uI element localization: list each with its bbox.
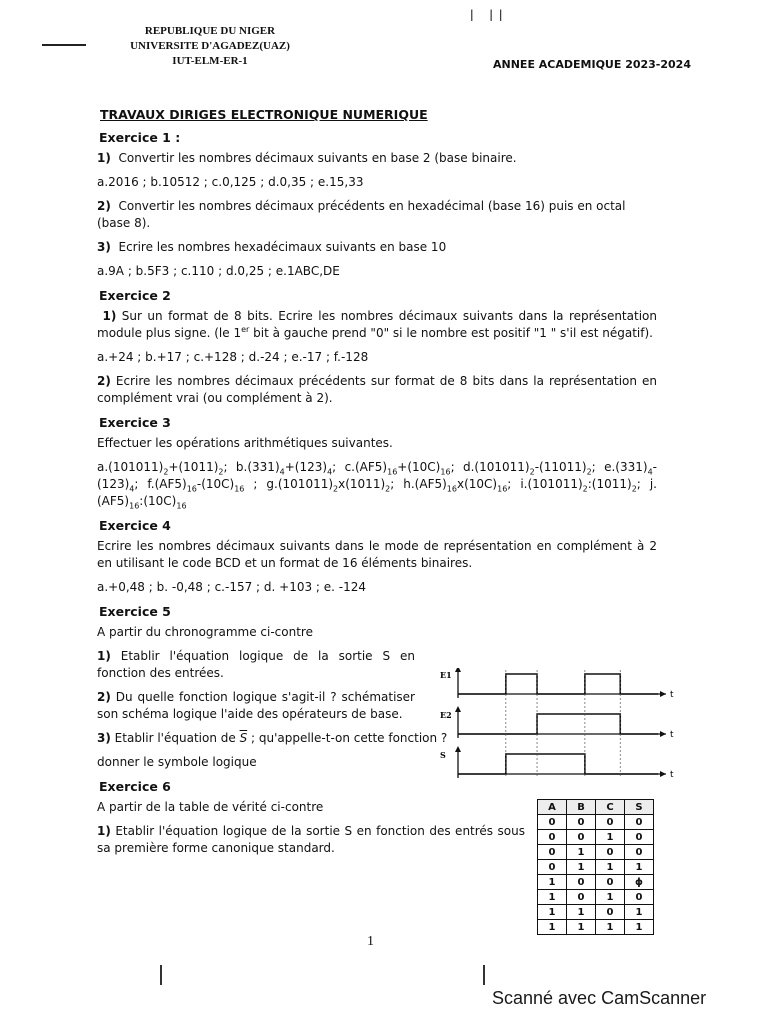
q-number: 2) (97, 199, 111, 213)
signal-label: E2 (440, 710, 452, 720)
column-header: S (625, 800, 654, 815)
base-subscript: 16 (387, 467, 398, 477)
q-text: Etablir l'équation de (114, 731, 240, 745)
table-cell: 0 (567, 890, 596, 905)
base-subscript: 16 (497, 484, 508, 494)
table-cell: 1 (567, 920, 596, 935)
y-arrow-icon (455, 668, 461, 672)
x-arrow-icon (660, 691, 666, 697)
table-cell: 0 (567, 875, 596, 890)
ex1-list-3: a.9A ; b.5F3 ; c.110 ; d.0,25 ; e.1ABC,DE (97, 264, 340, 278)
ex6-intro: A partir de la table de vérité ci-contre (97, 800, 324, 814)
university-line: UNIVERSITE D'AGADEZ(UAZ) (130, 40, 290, 52)
q-text: Ecrire les nombres décimaux précédents sur format de 8 bits dans la représentation en complément vrai (ou complément à 2). (97, 374, 657, 405)
ex3-intro: Effectuer les opérations arithmétiques suivantes. (97, 436, 393, 450)
column-header: C (596, 800, 625, 815)
camscanner-watermark: Scanné avec CamScanner (492, 988, 707, 1008)
operation-term: -(11011) (534, 460, 587, 474)
q-text: Convertir les nombres décimaux précédents en hexadécimal (base 16) puis en octal (base 8). (97, 199, 626, 230)
base-subscript: 16 (176, 501, 187, 511)
q-number: 1) (97, 151, 111, 165)
operation-term: -(10C) (196, 477, 235, 491)
operation-term: ; d.(101011) (450, 460, 530, 474)
table-cell: 0 (625, 815, 654, 830)
q-text: Ecrire les nombres hexadécimaux suivants en base 10 (118, 240, 447, 254)
base-subscript: 2 (631, 484, 637, 494)
operation-term: ; b.(331) (223, 460, 280, 474)
table-cell: 1 (625, 860, 654, 875)
table-cell: 0 (567, 815, 596, 830)
base-subscript: 2 (385, 484, 391, 494)
operation-term: ; e.(331) (591, 460, 648, 474)
ex1-question-2 (97, 198, 657, 232)
q-number: 2) (97, 374, 111, 388)
base-subscript: 2 (529, 467, 535, 477)
operation-term: ; i.(101011) (507, 477, 583, 491)
time-label: t (670, 690, 674, 700)
q-text: Etablir l'équation logique de la sortie S en fonction des entrés sous sa première forme canonique standard. (97, 824, 525, 855)
column-header: A (538, 800, 567, 815)
base-subscript: 2 (582, 484, 588, 494)
time-label: t (670, 730, 674, 740)
ex3-operations (97, 459, 657, 510)
table-header-row (538, 800, 654, 815)
table-cell: 1 (596, 890, 625, 905)
table-row (538, 905, 654, 920)
truth-table (537, 799, 654, 935)
operation-term: ; g.(101011) (244, 477, 334, 491)
q-number: 1) (97, 824, 111, 838)
y-arrow-icon (455, 746, 461, 752)
waveform (458, 714, 658, 734)
time-label: t (670, 770, 674, 780)
operation-term: x(1011) (338, 477, 386, 491)
scan-mark-left (160, 965, 162, 985)
exercise-4-heading: Exercice 4 (99, 518, 171, 533)
table-cell: 1 (538, 920, 567, 935)
table-cell: 1 (625, 920, 654, 935)
operation-term: +(10C) (397, 460, 441, 474)
operation-term: a.(101011) (97, 460, 164, 474)
table-cell: 1 (567, 845, 596, 860)
ex5-intro: A partir du chronogramme ci-contre (97, 625, 313, 639)
base-subscript: 16 (186, 484, 197, 494)
table-cell: 0 (567, 830, 596, 845)
table-cell: 1 (596, 920, 625, 935)
operation-term: x(10C) (456, 477, 498, 491)
operation-term: ; h.(AF5) (390, 477, 447, 491)
exercise-2-heading: Exercice 2 (99, 288, 171, 303)
margin-dash (42, 44, 86, 46)
y-arrow-icon (455, 706, 461, 712)
base-subscript: 4 (129, 484, 135, 494)
table-cell: 0 (538, 860, 567, 875)
operation-term: +(1011) (168, 460, 219, 474)
ex2-list-1: a.+24 ; b.+17 ; c.+128 ; d.-24 ; e.-17 ; f.-128 (97, 350, 369, 364)
exercise-1-heading: Exercice 1 : (99, 130, 181, 145)
table-cell: 0 (538, 815, 567, 830)
waveform (458, 754, 658, 774)
ex4-list: a.+0,48 ; b. -0,48 ; c.-157 ; d. +103 ; e. -124 (97, 580, 367, 594)
table-row (538, 845, 654, 860)
operation-term: :(1011) (587, 477, 632, 491)
ex1-list-1: a.2016 ; b.10512 ; c.0,125 ; d.0,35 ; e.15,33 (97, 175, 364, 189)
q-text: Etablir l'équation logique de la sortie S en fonction des entrées. (97, 649, 415, 680)
ex1-question-3 (97, 239, 657, 256)
ex5-question-3-cont: donner le symbole logique (97, 755, 257, 769)
q-text: Du quelle fonction logique s'agit-il ? schématiser son schéma logique l'aide des opérateurs de base. (97, 690, 415, 721)
operation-term: +(123) (284, 460, 328, 474)
base-subscript: 2 (333, 484, 339, 494)
table-cell: 1 (538, 890, 567, 905)
table-cell: 0 (625, 830, 654, 845)
q-number: 1) (102, 309, 117, 323)
base-subscript: 4 (279, 467, 285, 477)
q-number: 1) (97, 649, 111, 663)
table-cell: 1 (596, 860, 625, 875)
q-text-cont: bit à gauche prend "0" si le nombre est positif "1 " s'il est négatif). (249, 326, 653, 340)
scan-mark-right (483, 965, 485, 985)
s-bar-variable: $\overline{S}$ (239, 731, 248, 745)
table-cell: 1 (538, 875, 567, 890)
base-subscript: 16 (129, 501, 140, 511)
q-text: Sur un format de 8 bits. Ecrire les nombres décimaux suivants dans la représentation module plus signe. (le 1 (97, 309, 657, 340)
table-cell: 0 (625, 890, 654, 905)
base-subscript: 2 (218, 467, 224, 477)
x-arrow-icon (660, 771, 666, 777)
exercise-3-heading: Exercice 3 (99, 415, 171, 430)
operation-term: ; j.(AF5) (97, 477, 657, 508)
table-cell: 0 (625, 845, 654, 860)
table-cell: 0 (596, 845, 625, 860)
superscript: er (241, 325, 250, 334)
base-subscript: 4 (327, 467, 333, 477)
base-subscript: 4 (647, 467, 653, 477)
scan-marks: ꟾ ꟾꟾ (470, 10, 509, 24)
signal-label: E1 (440, 670, 452, 680)
table-row (538, 815, 654, 830)
ex6-question-1 (97, 823, 525, 857)
exercise-6-heading: Exercice 6 (99, 779, 171, 794)
ex5-question-1 (97, 648, 415, 682)
table-row (538, 860, 654, 875)
chronogram-diagram (438, 668, 676, 786)
base-subscript: 16 (446, 484, 457, 494)
page-number: 1 (367, 934, 374, 949)
table-cell: 0 (596, 815, 625, 830)
ex2-question-2 (97, 373, 657, 407)
column-header: B (567, 800, 596, 815)
table-cell: 0 (538, 830, 567, 845)
base-subscript: 16 (234, 484, 245, 494)
base-subscript: 2 (586, 467, 592, 477)
table-row (538, 920, 654, 935)
table-row (538, 875, 654, 890)
q-text: Convertir les nombres décimaux suivants en base 2 (base binaire. (118, 151, 517, 165)
operation-term: ; c.(AF5) (332, 460, 388, 474)
document-title: TRAVAUX DIRIGES ELECTRONIQUE NUMERIQUE (100, 107, 428, 122)
table-row (538, 830, 654, 845)
q-text-cont: ; qu'appelle-t-on cette fonction ? (247, 731, 448, 745)
ex5-question-2 (97, 689, 415, 723)
table-cell: 0 (538, 845, 567, 860)
q-number: 3) (97, 240, 111, 254)
department-line: IUT-ELM-ER-1 (172, 55, 248, 67)
signal-label: S (440, 750, 446, 760)
table-cell: 1 (596, 830, 625, 845)
table-cell: ϕ (625, 875, 654, 890)
table-cell: 1 (567, 860, 596, 875)
table-cell: 0 (596, 905, 625, 920)
waveform (458, 674, 658, 694)
academic-year: ANNEE ACADEMIQUE 2023-2024 (493, 58, 691, 71)
table-cell: 1 (567, 905, 596, 920)
base-subscript: 16 (440, 467, 451, 477)
table-cell: 1 (625, 905, 654, 920)
exercise-5-heading: Exercice 5 (99, 604, 171, 619)
ex1-question-1 (97, 150, 657, 167)
ex2-question-1 (97, 308, 657, 342)
x-arrow-icon (660, 731, 666, 737)
table-cell: 0 (596, 875, 625, 890)
ex4-question: Ecrire les nombres décimaux suivants dans le mode de représentation en complément à 2 en utilisant le code BCD et un format de 16 éléments binaires. (97, 539, 657, 570)
q-number: 3) (97, 731, 111, 745)
operation-term: :(10C) (139, 494, 177, 508)
operation-term: ; f.(AF5) (134, 477, 187, 491)
q-number: 2) (97, 690, 111, 704)
table-cell: 1 (538, 905, 567, 920)
institution-header (120, 24, 300, 69)
operation-term: -(123) (97, 460, 657, 491)
table-row (538, 890, 654, 905)
republic-line: REPUBLIQUE DU NIGER (144, 25, 276, 37)
base-subscript: 2 (163, 467, 169, 477)
